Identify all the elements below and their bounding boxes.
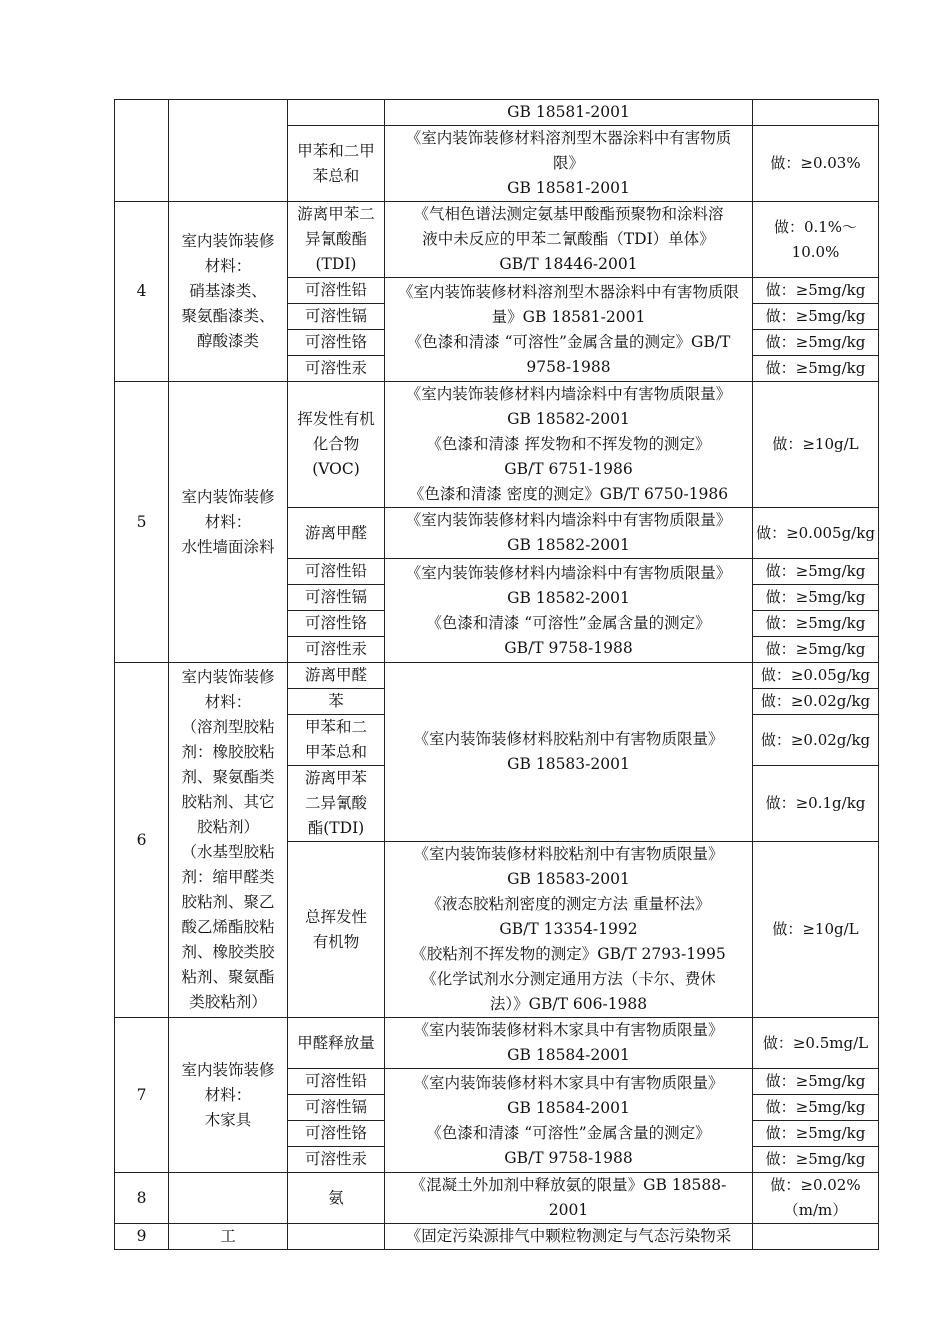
row-number-cell: 9 bbox=[115, 1224, 169, 1250]
test-item-cell: 可溶性铬 bbox=[288, 1121, 385, 1147]
row-number-cell: 6 bbox=[115, 663, 169, 1018]
test-item-cell: 可溶性镉 bbox=[288, 585, 385, 611]
test-item-cell: 游离甲苯 二异氰酸 酯(TDI) bbox=[288, 766, 385, 842]
row-number-cell bbox=[115, 100, 169, 202]
requirement-cell: 做：≥0.5mg/L bbox=[753, 1018, 879, 1069]
table-row bbox=[115, 663, 879, 689]
material-cell: 室内装饰装修 材料： 硝基漆类、 聚氨酯漆类、 醇酸漆类 bbox=[169, 202, 288, 382]
requirement-cell: 做：≥5mg/kg bbox=[753, 1121, 879, 1147]
requirement-cell: 做：≥0.02g/kg bbox=[753, 689, 879, 715]
requirement-cell: 做：≥5mg/kg bbox=[753, 1147, 879, 1173]
standard-cell: 《室内装饰装修材料木家具中有害物质限量》 GB 18584-2001 bbox=[385, 1018, 753, 1069]
test-item-cell: 可溶性镉 bbox=[288, 304, 385, 330]
test-item-cell: 游离甲醛 bbox=[288, 508, 385, 559]
requirement-cell: 做：≥10g/L bbox=[753, 382, 879, 508]
standard-cell: 《室内装饰装修材料内墙涂料中有害物质限量》 GB 18582-2001 《色漆和清漆 “可溶性”金属含量的测定》 GB/T 9758-1988 bbox=[385, 559, 753, 663]
material-cell: 室内装饰装修 材料： 木家具 bbox=[169, 1018, 288, 1173]
requirement-cell bbox=[753, 1224, 879, 1250]
standard-cell: 《室内装饰装修材料胶粘剂中有害物质限量》 GB 18583-2001 《液态胶粘剂密度的测定方法 重量杯法》 GB/T 13354-1992 《胶粘剂不挥发物的测定》GB/T 2793-1995 《化学试剂水分测定通用方法（卡尔、费休 法）》GB/T 606-1988 bbox=[385, 842, 753, 1018]
requirement-cell: 做：≥5mg/kg bbox=[753, 304, 879, 330]
table-row bbox=[115, 202, 879, 278]
standard-cell: 《室内装饰装修材料内墙涂料中有害物质限量》 GB 18582-2001 《色漆和清漆 挥发物和不挥发物的测定》 GB/T 6751-1986 《色漆和清漆 密度的测定》GB/T 6750-1986 bbox=[385, 382, 753, 508]
test-item-cell: 游离甲苯二 异氰酸酯 (TDI) bbox=[288, 202, 385, 278]
row-number-cell: 7 bbox=[115, 1018, 169, 1173]
requirement-cell: 做：≥5mg/kg bbox=[753, 585, 879, 611]
test-item-cell: 可溶性铬 bbox=[288, 330, 385, 356]
material-cell bbox=[169, 100, 288, 202]
standard-cell: 《混凝土外加剂中释放氨的限量》GB 18588- 2001 bbox=[385, 1173, 753, 1224]
material-cell: 工 bbox=[169, 1224, 288, 1250]
requirement-cell: 做：≥5mg/kg bbox=[753, 1069, 879, 1095]
requirement-cell: 做：≥0.02% （m/m） bbox=[753, 1173, 879, 1224]
material-cell: 室内装饰装修 材料： 水性墙面涂料 bbox=[169, 382, 288, 663]
table-row bbox=[115, 382, 879, 508]
test-item-cell: 甲苯和二 甲苯总和 bbox=[288, 715, 385, 766]
row-number-cell: 5 bbox=[115, 382, 169, 663]
requirement-cell: 做：≥0.05g/kg bbox=[753, 663, 879, 689]
table-row bbox=[115, 1224, 879, 1250]
requirement-cell: 做：≥0.02g/kg bbox=[753, 715, 879, 766]
material-cell: 室内装饰装修 材料： （溶剂型胶粘 剂：橡胶胶粘 剂、聚氨酯类 胶粘剂、其它 胶粘剂） （水基型胶粘 剂：缩甲醛类 胶粘剂、聚乙 酸乙烯酯胶粘 剂、橡胶类胶 粘剂、聚氨酯 类胶粘剂） bbox=[169, 663, 288, 1018]
requirement-cell: 做：≥0.005g/kg bbox=[753, 508, 879, 559]
test-item-cell bbox=[288, 100, 385, 126]
table-row bbox=[115, 1173, 879, 1224]
requirement-cell: 做：≥5mg/kg bbox=[753, 637, 879, 663]
test-item-cell: 可溶性铅 bbox=[288, 278, 385, 304]
material-cell bbox=[169, 1173, 288, 1224]
requirement-cell: 做：≥5mg/kg bbox=[753, 278, 879, 304]
test-item-cell: 可溶性镉 bbox=[288, 1095, 385, 1121]
test-item-cell: 可溶性汞 bbox=[288, 637, 385, 663]
test-item-cell: 苯 bbox=[288, 689, 385, 715]
requirement-cell: 做：0.1%～ 10.0% bbox=[753, 202, 879, 278]
test-item-cell: 可溶性铅 bbox=[288, 559, 385, 585]
standard-cell: 《室内装饰装修材料溶剂型木器涂料中有害物质限 量》GB 18581-2001 《色漆和清漆 “可溶性”金属含量的测定》GB/T 9758-1988 bbox=[385, 278, 753, 382]
requirement-cell: 做：≥5mg/kg bbox=[753, 330, 879, 356]
test-item-cell bbox=[288, 1224, 385, 1250]
requirement-cell: 做：≥0.1g/kg bbox=[753, 766, 879, 842]
requirement-cell: 做：≥5mg/kg bbox=[753, 356, 879, 382]
standard-cell: 《固定污染源排气中颗粒物测定与气态污染物采 bbox=[385, 1224, 753, 1250]
requirement-cell: 做：≥10g/L bbox=[753, 842, 879, 1018]
standard-cell: 《气相色谱法测定氨基甲酸酯预聚物和涂料溶 液中未反应的甲苯二氰酸酯（TDI）单体》 GB/T 18446-2001 bbox=[385, 202, 753, 278]
requirement-cell: 做：≥5mg/kg bbox=[753, 1095, 879, 1121]
test-item-cell: 甲醛释放量 bbox=[288, 1018, 385, 1069]
test-item-cell: 游离甲醛 bbox=[288, 663, 385, 689]
row-number-cell: 4 bbox=[115, 202, 169, 382]
requirement-cell: 做：≥5mg/kg bbox=[753, 559, 879, 585]
test-item-cell: 甲苯和二甲 苯总和 bbox=[288, 126, 385, 202]
standard-cell: 《室内装饰装修材料木家具中有害物质限量》 GB 18584-2001 《色漆和清漆 “可溶性”金属含量的测定》 GB/T 9758-1988 bbox=[385, 1069, 753, 1173]
requirement-cell: 做：≥5mg/kg bbox=[753, 611, 879, 637]
standard-cell: 《室内装饰装修材料溶剂型木器涂料中有害物质 限》 GB 18581-2001 bbox=[385, 126, 753, 202]
test-item-cell: 可溶性汞 bbox=[288, 1147, 385, 1173]
test-item-cell: 挥发性有机 化合物 (VOC) bbox=[288, 382, 385, 508]
test-item-cell: 总挥发性 有机物 bbox=[288, 842, 385, 1018]
standards-table bbox=[114, 99, 879, 1250]
standard-cell: GB 18581-2001 bbox=[385, 100, 753, 126]
requirement-cell bbox=[753, 100, 879, 126]
test-item-cell: 可溶性铅 bbox=[288, 1069, 385, 1095]
standard-cell: 《室内装饰装修材料内墙涂料中有害物质限量》 GB 18582-2001 bbox=[385, 508, 753, 559]
requirement-cell: 做：≥0.03% bbox=[753, 126, 879, 202]
test-item-cell: 可溶性汞 bbox=[288, 356, 385, 382]
test-item-cell: 可溶性铬 bbox=[288, 611, 385, 637]
table-row bbox=[115, 100, 879, 126]
test-item-cell: 氨 bbox=[288, 1173, 385, 1224]
table-row bbox=[115, 1018, 879, 1069]
row-number-cell: 8 bbox=[115, 1173, 169, 1224]
standard-cell: 《室内装饰装修材料胶粘剂中有害物质限量》 GB 18583-2001 bbox=[385, 663, 753, 842]
